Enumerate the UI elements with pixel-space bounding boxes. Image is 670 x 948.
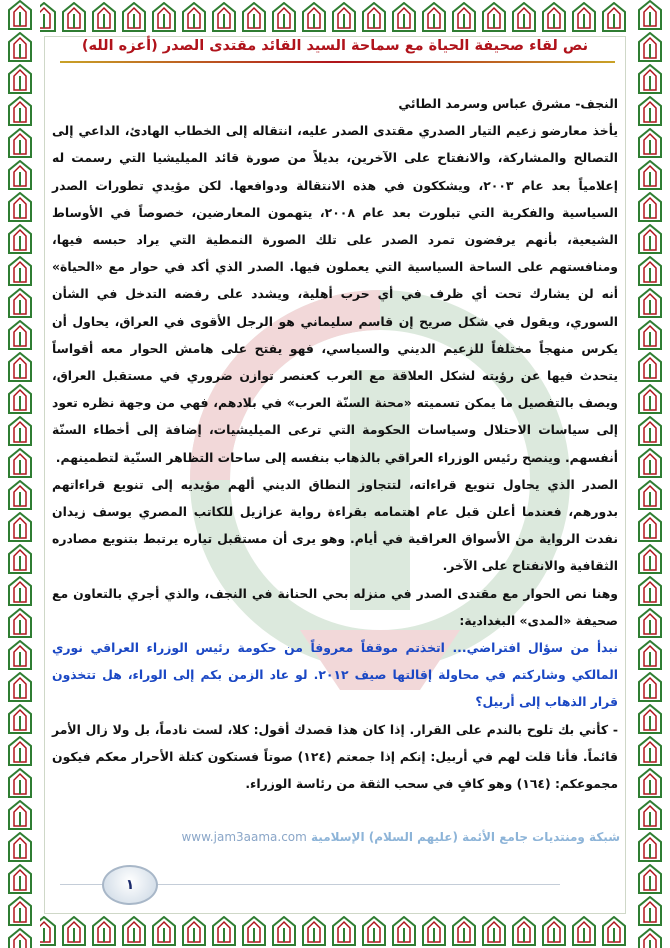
ornament-icon — [540, 916, 568, 946]
ornament-icon — [600, 2, 628, 32]
ornament-icon — [6, 544, 34, 574]
ornament-icon — [120, 916, 148, 946]
ornament-icon — [6, 800, 34, 830]
ornament-icon — [420, 916, 448, 946]
ornament-icon — [636, 512, 664, 542]
ornament-icon — [6, 832, 34, 862]
ornament-icon — [6, 480, 34, 510]
ornament-icon — [636, 448, 664, 478]
question-text: نبدأ من سؤال افتراضي... اتخذتم موقفاً معروفاً من حكومة رئيس الوزراء العراقي نوري المالكي وشاركتم في محاولة إقالتها صيف ٢٠١٢. لو عاد الزمن بكم إلى الوراء، هل تتخذون قرار الذهاب إلى أربيل؟ — [52, 640, 618, 710]
ornament-icon — [390, 916, 418, 946]
ornament-icon — [60, 2, 88, 32]
ornament-icon — [6, 864, 34, 894]
ornament-icon — [180, 916, 208, 946]
ornament-icon — [570, 916, 598, 946]
ornament-icon — [636, 576, 664, 606]
border-top — [0, 0, 670, 34]
ornament-icon — [636, 96, 664, 126]
ornament-icon — [60, 916, 88, 946]
ornament-icon — [636, 32, 664, 62]
ornament-icon — [636, 480, 664, 510]
ornament-icon — [636, 384, 664, 414]
ornament-icon — [330, 916, 358, 946]
ornament-icon — [636, 192, 664, 222]
ornament-icon — [6, 192, 34, 222]
ornament-icon — [6, 288, 34, 318]
ornament-icon — [6, 320, 34, 350]
ornament-icon — [6, 672, 34, 702]
ornament-icon — [600, 916, 628, 946]
paragraph-reading: الصدر الذي يحاول تنويع قراءاته، لتتجاوز النطاق الديني ألهم مؤيديه إلى تنويع قراءاتهم بدورهم، فعندما أعلن قبل عام اهتمامه بقراءة رواية عزازيل للكاتب المصري يوسف زيدان نفدت الرواية من الأسواق العراقية في أيام. وهو يرى أن مستقبل تياره يرتبط بتنويع مصادره الثقافية والانفتاح على الآخر. — [52, 476, 618, 574]
ornament-icon — [6, 736, 34, 766]
title-divider — [60, 61, 615, 63]
ornament-icon — [6, 160, 34, 190]
ornament-icon — [390, 2, 418, 32]
ornament-icon — [636, 352, 664, 382]
ornament-icon — [480, 2, 508, 32]
ornament-icon — [300, 916, 328, 946]
ornament-icon — [6, 512, 34, 542]
ornament-icon — [636, 608, 664, 638]
ornament-icon — [636, 64, 664, 94]
ornament-icon — [636, 832, 664, 862]
ornament-icon — [6, 32, 34, 62]
byline: النجف- مشرق عباس وسرمد الطائي — [398, 96, 618, 111]
border-bottom — [0, 914, 670, 948]
ornament-icon — [6, 352, 34, 382]
ornament-icon — [636, 896, 664, 926]
ornament-icon — [6, 128, 34, 158]
ornament-icon — [120, 2, 148, 32]
paragraph-interview-intro: وهنا نص الحوار مع مقتدى الصدر في منزله بحي الحنانة في النجف، والذي أجري بالتعاون مع صحيفة «المدى» البغدادية: — [52, 585, 618, 628]
ornament-icon — [636, 736, 664, 766]
ornament-icon — [636, 704, 664, 734]
ornament-icon — [6, 448, 34, 478]
ornament-icon — [636, 544, 664, 574]
ornament-icon — [330, 2, 358, 32]
ornament-icon — [480, 916, 508, 946]
ornament-icon — [636, 640, 664, 670]
ornament-icon — [636, 224, 664, 254]
ornament-icon — [6, 896, 34, 926]
ornament-icon — [360, 2, 388, 32]
article-body — [52, 90, 618, 797]
paragraph-intro: يأخذ معارضو زعيم التيار الصدري مقتدى الصدر عليه، انتقاله إلى الخطاب الهادئ، الداعي إلى التصالح والمشاركة، والانفتاح على الآخرين، بديلاً من صورة قائد الميليشيا التي رسمت له إعلامياً بعد عام ٢٠٠٣، ويشككون في هذه الانتقالة ودوافعها. لكن مؤيدي تطورات الصدر السياسية والفكرية التي تبلورت بعد عام ٢٠٠٨، يتهمون المعارضين، خصوصاً في الأوساط الشيعية، بأنهم يرفضون تمرد الصدر على تلك الصورة النمطية التي يراد حبسه فيها، ومنافستهم على الساحة السياسية التي يعملون فيها. الصدر الذي أكد في حوار مع «الحياة» أنه لن يشارك تحت أي ظرف في أي حرب أهلية، ويشدد على رفضه التدخل في الشأن السوري، ويقول في شكل صريح إن قاسم سليماني هو الرجل الأقوى في العراق، يحاول أن يكرس منهجاً مختلفاً للزعيم الديني والسياسي، فهو يفتح على هامش الحوار معه أقواساً يتحدث فيها عن رؤيته لشكل العلاقة مع العرب كعنصر توازن ضروري في مستقبل العراق، ويصف بالتفصيل ما يمكن تسميته «محنة السنّة العرب» في بلادهم، فهي من وجهة نظره تعود إلى سياسات الاحتلال وسياسات الحكومة التي ترعى الميليشيات، إضافة إلى أخطاء السنّة أنفسهم. وينصح رئيس الوزراء العراقي بالذهاب بنفسه إلى ساحات التظاهر السنّية لتطمينهم. — [52, 123, 618, 465]
ornament-icon — [636, 672, 664, 702]
footer-url[interactable]: www.jam3aama.com — [181, 830, 307, 844]
ornament-icon — [6, 416, 34, 446]
page-number: ١ — [102, 865, 158, 905]
ornament-icon — [6, 640, 34, 670]
ornament-icon — [6, 384, 34, 414]
ornament-icon — [240, 916, 268, 946]
ornament-icon — [90, 2, 118, 32]
ornament-icon — [636, 800, 664, 830]
footer-network: شبكة ومنتديات جامع الأئمة (عليهم السلام) الإسلامية — [311, 830, 620, 844]
page-title: نص لقاء صحيفة الحياة مع سماحة السيد القائد مقتدى الصدر (أعزه الله) — [81, 38, 589, 54]
ornament-icon — [150, 916, 178, 946]
ornament-icon — [360, 916, 388, 946]
ornament-icon — [450, 2, 478, 32]
ornament-icon — [570, 2, 598, 32]
ornament-icon — [510, 916, 538, 946]
ornament-icon — [636, 128, 664, 158]
ornament-icon — [6, 0, 34, 30]
ornament-icon — [180, 2, 208, 32]
ornament-icon — [636, 864, 664, 894]
ornament-icon — [636, 928, 664, 948]
ornament-icon — [6, 96, 34, 126]
ornament-icon — [636, 768, 664, 798]
ornament-icon — [6, 64, 34, 94]
border-right — [630, 0, 670, 948]
ornament-icon — [90, 916, 118, 946]
ornament-icon — [210, 916, 238, 946]
ornament-icon — [6, 768, 34, 798]
ornament-icon — [150, 2, 178, 32]
ornament-icon — [6, 576, 34, 606]
footer — [170, 830, 620, 844]
border-left — [0, 0, 40, 948]
ornament-icon — [450, 916, 478, 946]
ornament-icon — [6, 256, 34, 286]
ornament-icon — [636, 416, 664, 446]
ornament-icon — [6, 608, 34, 638]
ornament-icon — [210, 2, 238, 32]
ornament-icon — [6, 224, 34, 254]
ornament-icon — [300, 2, 328, 32]
ornament-icon — [636, 0, 664, 30]
ornament-icon — [270, 2, 298, 32]
ornament-icon — [510, 2, 538, 32]
ornament-icon — [240, 2, 268, 32]
ornament-icon — [636, 160, 664, 190]
ornament-icon — [636, 288, 664, 318]
ornament-icon — [540, 2, 568, 32]
ornament-icon — [636, 320, 664, 350]
ornament-icon — [6, 704, 34, 734]
ornament-icon — [6, 928, 34, 948]
answer-text: - كأني بك تلوح بالندم على القرار. إذا كان هذا قصدك أقول: كلا، لست نادماً، بل ولا زال الأمر قائماً. فأنا قلت لهم في أربيل: إنكم إذا جمعتم (١٢٤) صوتاً فستكون كتلة الأحرار معكم فيكون مجموعكم: (١٦٤) وهو كافٍ في سحب الثقة من رئاسة الوزراء. — [52, 721, 619, 792]
ornament-icon — [270, 916, 298, 946]
ornament-icon — [420, 2, 448, 32]
ornament-icon — [636, 256, 664, 286]
